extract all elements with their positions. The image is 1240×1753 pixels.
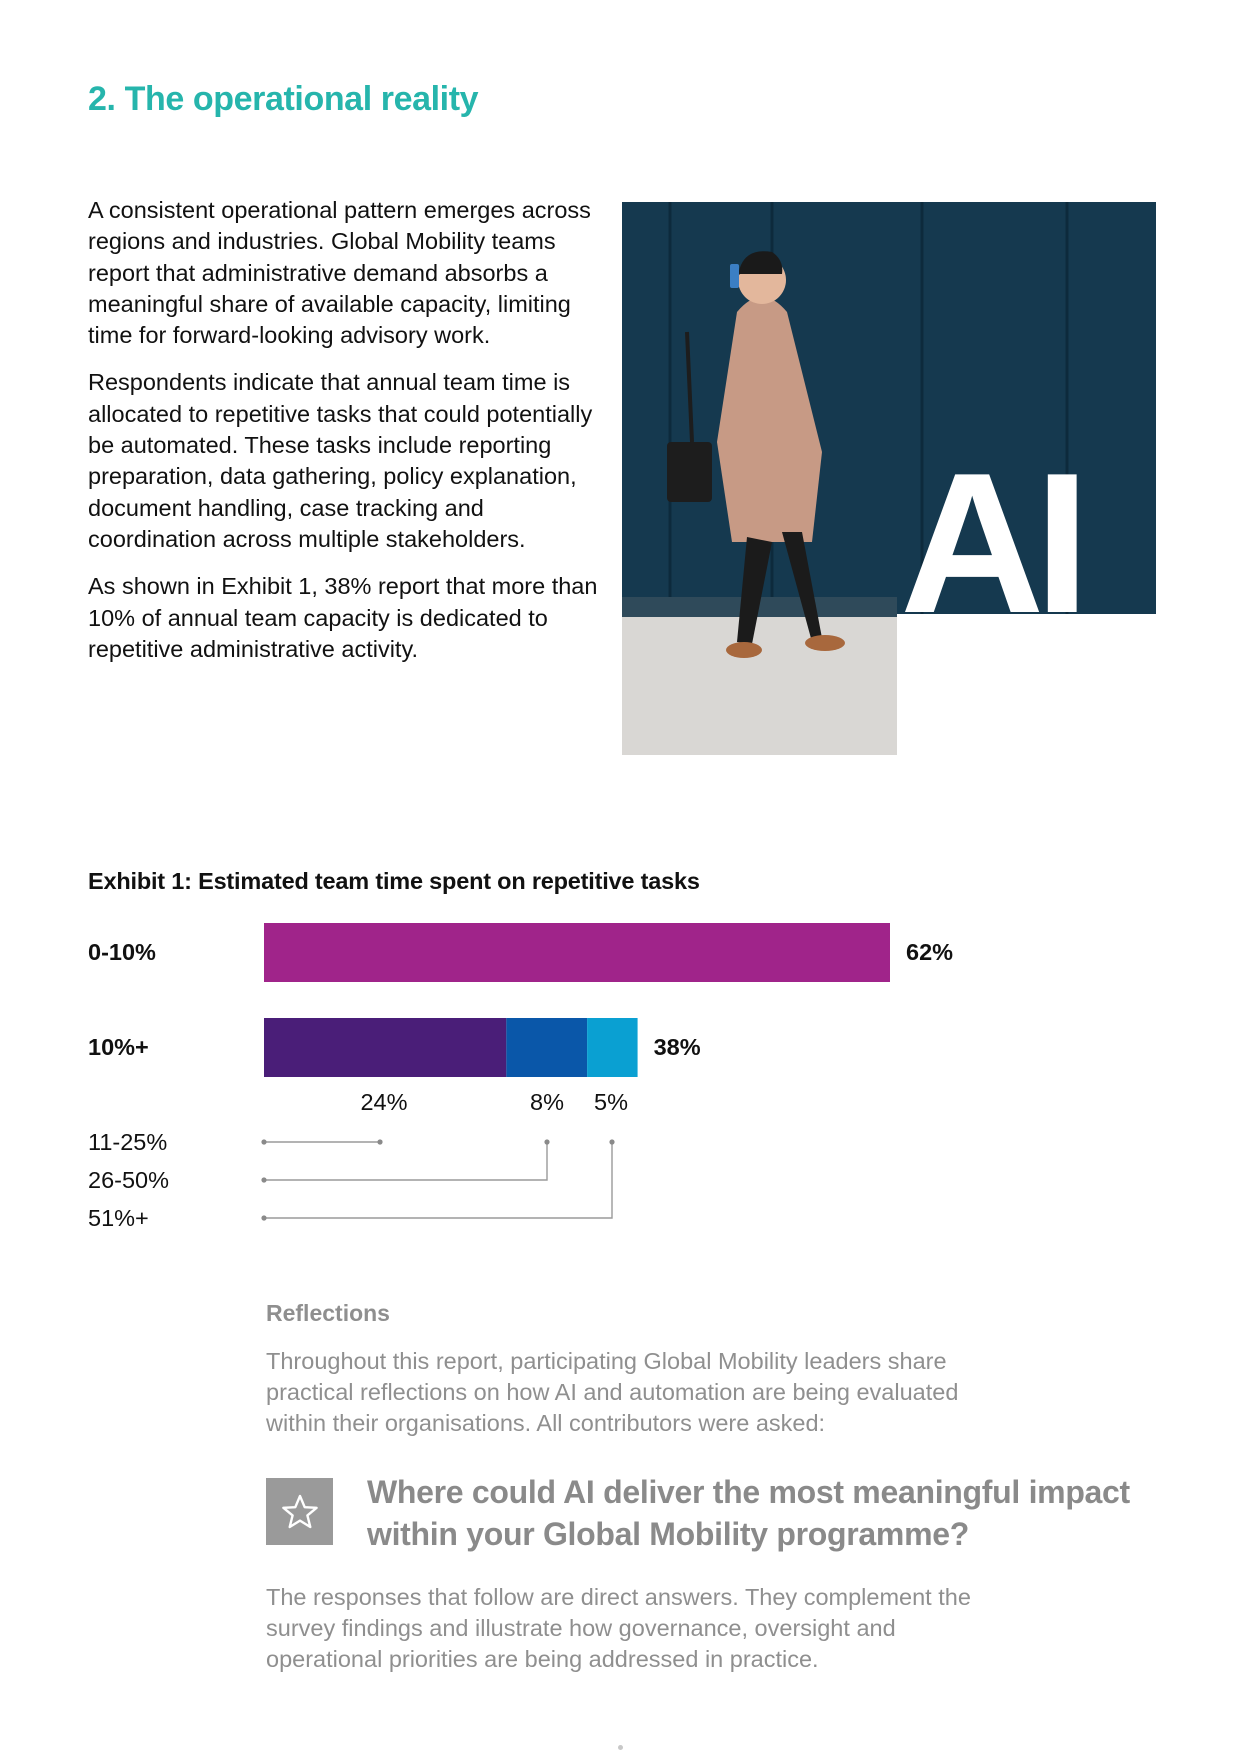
photo-floor <box>622 614 897 755</box>
reflections-heading: Reflections <box>266 1300 390 1326</box>
body-text <box>88 195 598 681</box>
photo-ai-text: AI <box>900 432 1080 655</box>
breakdown-label: 26-50% <box>88 1167 169 1193</box>
connector-line <box>264 1142 612 1218</box>
bar-total-label: 38% <box>653 1034 701 1060</box>
segment-value-label: 8% <box>530 1089 564 1115</box>
page-dot <box>618 1745 623 1750</box>
woman-walking-phone-photo <box>622 202 1156 755</box>
reflection-question: Where could AI deliver the most meaningful impact within your Global Mobility programme? <box>367 1474 1130 1552</box>
bar-category-label: 10%+ <box>88 1034 149 1060</box>
connector-dot <box>261 1139 266 1144</box>
paragraph: A consistent operational pattern emerges across regions and industries. Global Mobility teams report that administrative demand absorbs a meaningful share of available capacity, limiting time for forward-looking advisory work. <box>88 197 591 349</box>
bar-total-label: 62% <box>906 939 954 965</box>
breakdown-label: 51%+ <box>88 1205 149 1231</box>
star-icon <box>280 1492 320 1532</box>
bar-segment <box>587 1018 637 1077</box>
connector-dot <box>261 1215 266 1220</box>
paragraph: As shown in Exhibit 1, 38% report that more than 10% of annual team capacity is dedicated to repetitive administrative activity. <box>88 573 598 662</box>
connector-line <box>264 1142 547 1180</box>
bar-segment <box>264 923 890 982</box>
segment-value-label: 5% <box>594 1089 628 1115</box>
connector-dot <box>261 1177 266 1182</box>
star-box <box>266 1478 333 1545</box>
reflections-intro: Throughout this report, participating Global Mobility leaders share practical reflections on how AI and automation are being evaluated within their organisations. All contributors were asked: <box>266 1348 959 1436</box>
bar-category-label: 0-10% <box>88 939 156 965</box>
connector-dot <box>609 1139 614 1144</box>
reflections-outro: The responses that follow are direct answers. They complement the survey findings and illustrate how governance, oversight and operational priorities are being addressed in practice. <box>266 1584 971 1672</box>
bar-segment <box>264 1018 506 1077</box>
segment-value-label: 24% <box>360 1089 408 1115</box>
connector-dot <box>377 1139 382 1144</box>
page-title: 2. The operational reality <box>88 80 479 118</box>
connector-dot <box>544 1139 549 1144</box>
paragraph: Respondents indicate that annual team time is allocated to repetitive tasks that could potentially be automated. These tasks include reporting preparation, data gathering, policy explanation, document handling, case tracking and coordination across multiple stakeholders. <box>88 369 593 552</box>
breakdown-label: 11-25% <box>88 1129 168 1155</box>
bar-segment <box>506 1018 587 1077</box>
exhibit-title: Exhibit 1: Estimated team time spent on repetitive tasks <box>88 868 700 894</box>
hero-photo <box>622 202 1156 755</box>
